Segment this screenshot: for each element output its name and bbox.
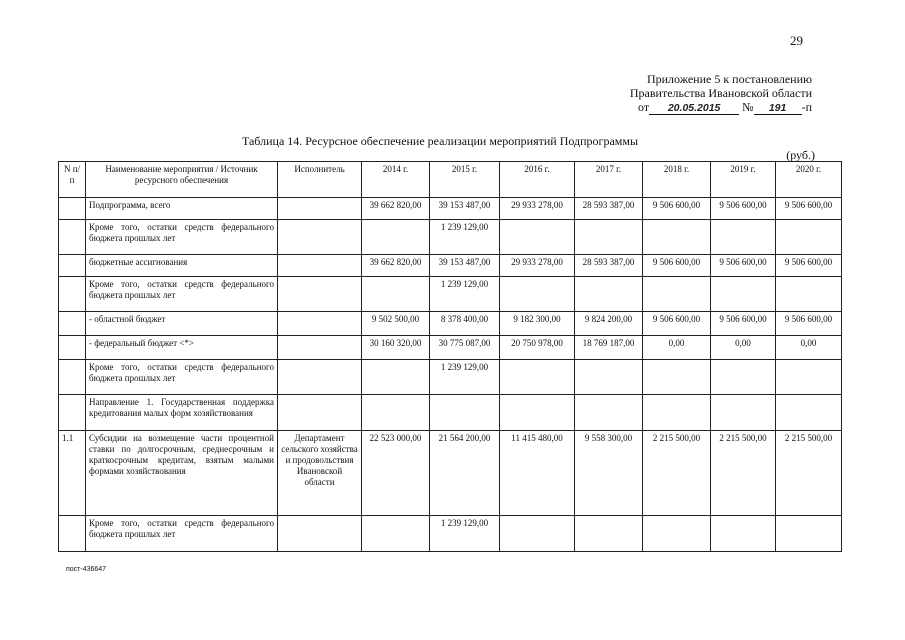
table-row bbox=[59, 431, 842, 516]
row-executor bbox=[278, 516, 362, 552]
value-cell bbox=[362, 220, 430, 255]
row-executor bbox=[278, 336, 362, 360]
value-cell: 39 153 487,00 bbox=[430, 255, 500, 277]
row-executor bbox=[278, 198, 362, 220]
value-cell: 0,00 bbox=[711, 336, 776, 360]
annex-line-2: Правительства Ивановской области bbox=[629, 86, 812, 100]
table-title: Таблица 14. Ресурсное обеспечение реализации мероприятий Подпрограммы bbox=[241, 134, 639, 148]
header-executor: Исполнитель bbox=[278, 162, 362, 198]
row-num bbox=[59, 312, 86, 336]
header-row bbox=[59, 162, 842, 198]
row-num: 1.1 bbox=[59, 431, 86, 516]
row-name: - областной бюджет bbox=[86, 312, 278, 336]
value-cell: 1 239 129,00 bbox=[430, 277, 500, 312]
row-executor bbox=[278, 395, 362, 431]
value-cell bbox=[575, 360, 643, 395]
value-cell bbox=[711, 516, 776, 552]
value-cell: 2 215 500,00 bbox=[711, 431, 776, 516]
page-number: 29 bbox=[790, 33, 803, 48]
value-cell bbox=[362, 516, 430, 552]
value-cell: 29 933 278,00 bbox=[500, 255, 575, 277]
row-name: Направление 1. Государственная поддержка кредитования малых форм хозяйствования bbox=[86, 395, 278, 431]
value-cell: 9 506 600,00 bbox=[776, 255, 842, 277]
value-cell bbox=[575, 516, 643, 552]
row-executor bbox=[278, 360, 362, 395]
footer-code: пост-436647 bbox=[66, 566, 107, 573]
annex-line-1: Приложение 5 к постановлению bbox=[646, 72, 812, 86]
table-row bbox=[59, 516, 842, 552]
value-cell: 9 506 600,00 bbox=[643, 312, 711, 336]
value-cell bbox=[500, 277, 575, 312]
row-num bbox=[59, 336, 86, 360]
header-num: N п/п bbox=[59, 162, 86, 198]
value-cell: 9 502 500,00 bbox=[362, 312, 430, 336]
row-executor bbox=[278, 220, 362, 255]
value-cell bbox=[776, 516, 842, 552]
value-cell bbox=[643, 277, 711, 312]
value-cell bbox=[500, 360, 575, 395]
row-num bbox=[59, 360, 86, 395]
row-name: Подпрограмма, всего bbox=[86, 198, 278, 220]
table-row bbox=[59, 360, 842, 395]
table-row bbox=[59, 255, 842, 277]
value-cell bbox=[776, 395, 842, 431]
value-cell: 22 523 000,00 bbox=[362, 431, 430, 516]
header-year-2014: 2014 г. bbox=[362, 162, 430, 198]
annex-suffix: -п bbox=[801, 100, 812, 114]
row-num bbox=[59, 255, 86, 277]
header-name: Наименование мероприятия / Источник ресурсного обеспечения bbox=[86, 162, 278, 198]
value-cell bbox=[776, 220, 842, 255]
value-cell: 39 153 487,00 bbox=[430, 198, 500, 220]
header-year-2017: 2017 г. bbox=[575, 162, 643, 198]
row-name: - федеральный бюджет <*> bbox=[86, 336, 278, 360]
value-cell: 1 239 129,00 bbox=[430, 360, 500, 395]
value-cell bbox=[776, 360, 842, 395]
row-name: Кроме того, остатки средств федерального бюджета прошлых лет bbox=[86, 277, 278, 312]
value-cell: 2 215 500,00 bbox=[643, 431, 711, 516]
row-name: Кроме того, остатки средств федерального бюджета прошлых лет bbox=[86, 516, 278, 552]
table-row bbox=[59, 395, 842, 431]
row-name: бюджетные ассигнования bbox=[86, 255, 278, 277]
value-cell: 1 239 129,00 bbox=[430, 220, 500, 255]
value-cell: 0,00 bbox=[776, 336, 842, 360]
header-year-2019: 2019 г. bbox=[711, 162, 776, 198]
value-cell bbox=[362, 360, 430, 395]
annex-from-label: от bbox=[638, 100, 650, 114]
value-cell: 18 769 187,00 bbox=[575, 336, 643, 360]
value-cell bbox=[711, 360, 776, 395]
annex-number-label: № bbox=[742, 100, 754, 114]
row-num bbox=[59, 516, 86, 552]
value-cell: 2 215 500,00 bbox=[776, 431, 842, 516]
value-cell bbox=[643, 220, 711, 255]
value-cell bbox=[776, 277, 842, 312]
annex-doc-number: 191 bbox=[754, 102, 802, 115]
row-name: Субсидии на возмещение части процентной ставки по долгосрочным, среднесрочным и краткосрочным кредитам, взятым малыми формами хозяйствования bbox=[86, 431, 278, 516]
value-cell bbox=[500, 220, 575, 255]
header-year-2020: 2020 г. bbox=[776, 162, 842, 198]
row-executor: Департамент сельского хозяйства и продовольствия Ивановской области bbox=[278, 431, 362, 516]
value-cell: 9 558 300,00 bbox=[575, 431, 643, 516]
table-row bbox=[59, 336, 842, 360]
value-cell: 39 662 820,00 bbox=[362, 198, 430, 220]
value-cell: 39 662 820,00 bbox=[362, 255, 430, 277]
value-cell: 11 415 480,00 bbox=[500, 431, 575, 516]
value-cell: 9 506 600,00 bbox=[643, 255, 711, 277]
table-row bbox=[59, 220, 842, 255]
value-cell bbox=[362, 277, 430, 312]
value-cell bbox=[711, 220, 776, 255]
table-row bbox=[59, 312, 842, 336]
annex-date: 20.05.2015 bbox=[649, 102, 739, 115]
row-name: Кроме того, остатки средств федерального бюджета прошлых лет bbox=[86, 360, 278, 395]
value-cell bbox=[643, 360, 711, 395]
value-cell: 28 593 387,00 bbox=[575, 198, 643, 220]
value-cell: 20 750 978,00 bbox=[500, 336, 575, 360]
value-cell bbox=[500, 516, 575, 552]
value-cell: 9 506 600,00 bbox=[643, 198, 711, 220]
value-cell: 1 239 129,00 bbox=[430, 516, 500, 552]
value-cell bbox=[575, 277, 643, 312]
value-cell: 30 160 320,00 bbox=[362, 336, 430, 360]
value-cell bbox=[575, 395, 643, 431]
value-cell: 28 593 387,00 bbox=[575, 255, 643, 277]
row-num bbox=[59, 395, 86, 431]
value-cell bbox=[711, 395, 776, 431]
value-cell: 9 506 600,00 bbox=[776, 198, 842, 220]
budget-table bbox=[58, 161, 842, 552]
table-row bbox=[59, 198, 842, 220]
value-cell: 9 182 300,00 bbox=[500, 312, 575, 336]
value-cell: 8 378 400,00 bbox=[430, 312, 500, 336]
value-cell: 9 506 600,00 bbox=[711, 198, 776, 220]
value-cell bbox=[643, 395, 711, 431]
value-cell bbox=[500, 395, 575, 431]
value-cell bbox=[430, 395, 500, 431]
annex-date-line bbox=[560, 100, 812, 115]
value-cell: 9 506 600,00 bbox=[711, 255, 776, 277]
value-cell bbox=[362, 395, 430, 431]
value-cell: 9 824 200,00 bbox=[575, 312, 643, 336]
row-executor bbox=[278, 255, 362, 277]
table-row bbox=[59, 277, 842, 312]
row-num bbox=[59, 220, 86, 255]
header-year-2015: 2015 г. bbox=[430, 162, 500, 198]
unit-label: (руб.) bbox=[786, 148, 815, 162]
value-cell: 21 564 200,00 bbox=[430, 431, 500, 516]
header-year-2018: 2018 г. bbox=[643, 162, 711, 198]
value-cell: 30 775 087,00 bbox=[430, 336, 500, 360]
value-cell bbox=[575, 220, 643, 255]
value-cell bbox=[711, 277, 776, 312]
row-num bbox=[59, 198, 86, 220]
header-year-2016: 2016 г. bbox=[500, 162, 575, 198]
value-cell: 29 933 278,00 bbox=[500, 198, 575, 220]
value-cell: 9 506 600,00 bbox=[776, 312, 842, 336]
value-cell bbox=[643, 516, 711, 552]
row-name: Кроме того, остатки средств федерального бюджета прошлых лет bbox=[86, 220, 278, 255]
row-executor bbox=[278, 277, 362, 312]
value-cell: 0,00 bbox=[643, 336, 711, 360]
value-cell: 9 506 600,00 bbox=[711, 312, 776, 336]
row-num bbox=[59, 277, 86, 312]
row-executor bbox=[278, 312, 362, 336]
